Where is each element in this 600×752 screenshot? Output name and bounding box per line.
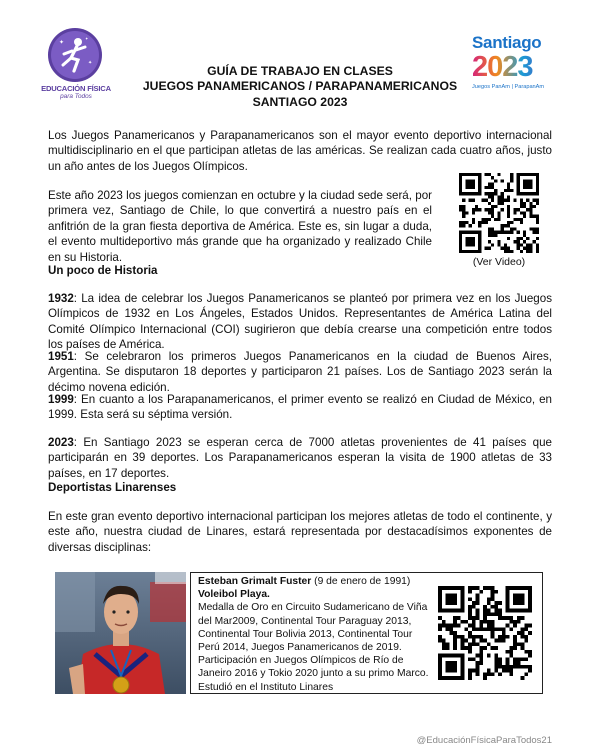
athlete-profile-text — [198, 575, 434, 694]
svg-text:✦: ✦ — [59, 39, 65, 46]
history-heading: Un poco de Historia — [48, 264, 158, 277]
title-line-3: SANTIAGO 2023 — [252, 94, 348, 109]
history-item-1999 — [48, 392, 552, 423]
page-title — [140, 64, 460, 110]
athletes-heading: Deportistas Linarenses — [48, 481, 177, 494]
svg-text:✦: ✦ — [85, 36, 89, 41]
logo-city: Santiago — [472, 33, 542, 52]
athlete-photo — [55, 572, 186, 694]
history-year: 2023 — [48, 436, 74, 449]
logo-tag-parapanam: ParapanAm — [514, 84, 545, 90]
history-text: : En Santiago 2023 se esperan cerca de 7000 atletas provenientes de 41 países que participarán en 39 deportes. Los Parapanamericanos esperan la visita de 1900 atletas de 33 países, en 17 deportes. — [48, 436, 552, 480]
video-caption: (Ver Video) — [472, 256, 526, 268]
athlete-birth: (9 de enero de 1991) — [311, 576, 411, 587]
footer-handle: @EducaciónFísicaParaTodos21 — [416, 735, 552, 746]
video-qr-code[interactable] — [459, 173, 539, 253]
history-item-2023 — [48, 435, 552, 481]
history-item-1951 — [48, 349, 552, 395]
history-text: : Se celebraron los primeros Juegos Panamericanos en la ciudad de Buenos Aires, Argentina. Se disputaron 18 deportes y participaron 21 países. Los de Santiago 2023 serán la décimo novena edición. — [48, 350, 552, 394]
athlete-qr-code[interactable] — [438, 586, 532, 680]
athlete-sport: Voleibol Playa. — [198, 589, 270, 601]
history-year: 1951 — [48, 350, 74, 363]
logo-year: 2023 — [472, 52, 556, 82]
title-line-2: JUEGOS PANAMERICANOS / PARAPANAMERICANOS — [142, 79, 458, 94]
svg-text:✦: ✦ — [88, 60, 93, 66]
history-year: 1932 — [48, 292, 74, 305]
title-line-1: GUÍA DE TRABAJO EN CLASES — [207, 64, 393, 78]
left-logo — [47, 27, 103, 83]
intro-paragraph-1: Los Juegos Panamericanos y Parapanamericanos son el mayor evento deportivo internacional multidisciplinario en el que participan atletas de las américas. Se realizan cada cuatro años, justo un año antes de los Juegos Olímpicos. — [48, 129, 552, 173]
intro-paragraph-2: Este año 2023 los juegos comienzan en octubre y la ciudad sede será, por primera vez, Santiago de Chile, lo que convertirá a nuestro país en el anfitrión de la gran fiesta deportiva de América. Este es, sin lugar a duda, el evento multideportivo más grande que ha organizado y realizado Chile en su Historia. — [48, 189, 432, 264]
santiago-2023-logo: Santiago 2023 Juegos PanAm | ParapanAm — [472, 34, 556, 100]
athletes-intro: En este gran evento deportivo internacional participan los mejores atletas de todo el continente, y este año, nuestra ciudad de Linares, estará representada por destacadísimos exponentes de diversas disciplinas: — [48, 510, 552, 554]
history-year: 1999 — [48, 393, 74, 406]
runner-figure-icon — [47, 27, 103, 83]
athlete-name: Esteban Grimalt Fuster — [198, 576, 312, 587]
left-logo-subtitle: para Todos — [60, 93, 92, 100]
athlete-bio: Medalla de Oro en Circuito Sudamericano de Viña del Mar2009, Continental Tour Paraguay 2013, Continental Tour Bolivia 2013, Continental Tour Perú 2014, Juegos Panamericanos de 2019. Participación en Juegos Olímpicos de Río de Janeiro 2016 y Tokio 2020 junto a su primo Marco. Estudió en el Instituto Linares — [198, 602, 429, 693]
history-text: : En cuanto a los Parapanamericanos, el primer evento se realizó en Ciudad de México, en 1999. Esta será su séptima versión. — [48, 393, 552, 422]
left-logo-title: EDUCACIÓN FÍSICA — [41, 84, 111, 93]
history-item-1932 — [48, 291, 552, 353]
logo-tag-panam: Juegos PanAm — [472, 84, 510, 90]
history-text: : La idea de celebrar los Juegos Panamericanos se planteó por primera vez en los Juegos Olímpicos de 1932 en Los Ángeles, Estados Unidos. Representantes de América Latina del Comité Olímpico Internacional (COI) sugirieron que debía crearse una competición entre todos los países de América. — [48, 292, 552, 352]
